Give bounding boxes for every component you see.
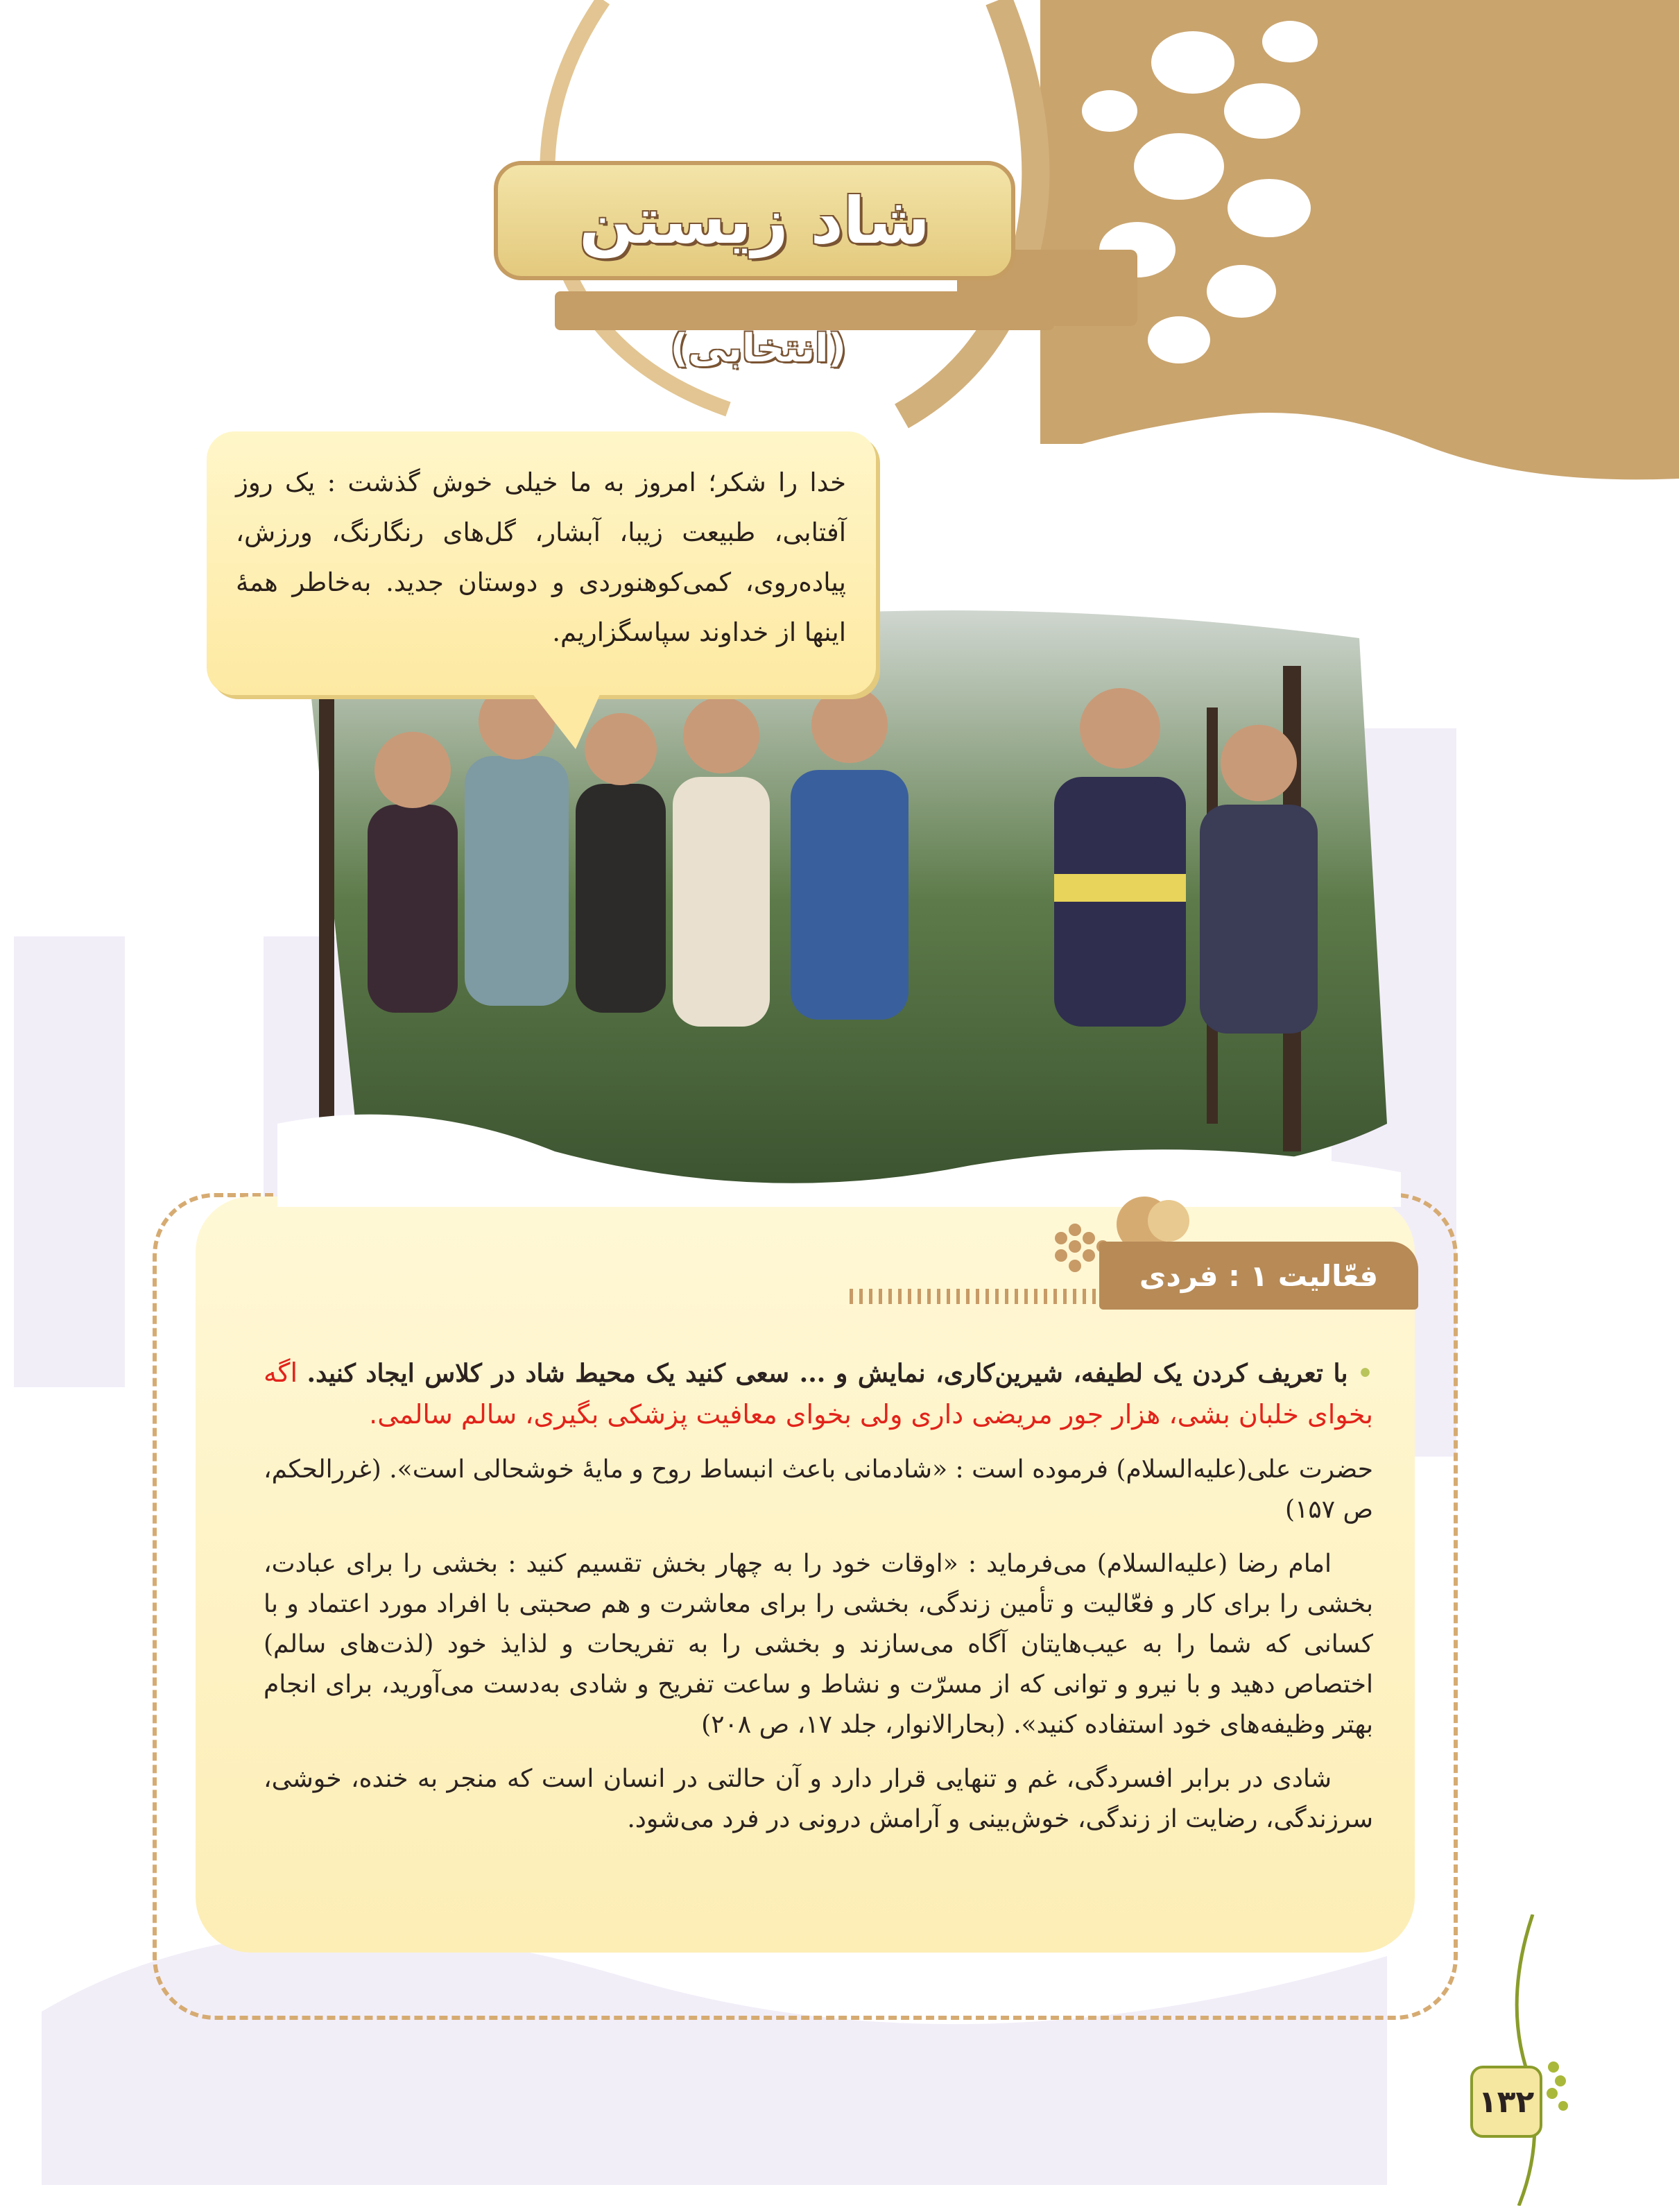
title-underbar xyxy=(555,291,1054,330)
bullet-icon: • xyxy=(1357,1359,1373,1388)
activity-badge xyxy=(1099,1242,1418,1310)
speech-bubble-tail xyxy=(527,687,603,749)
speech-bubble-text: خدا را شکر؛ امروز به ما خیلی خوش گذشت : یک روز آفتابی، طبیعت زیبا، آبشار، گل‌های رنگارنگ، ورزش، پیاده‌روی، کمی‌کوهنوردی و دوستان جدید. به‌خاطر همهٔ اینها از خداوند سپاسگزاریم. xyxy=(236,468,846,647)
page-number: ۱۳۲ xyxy=(1470,2066,1542,2138)
definition-paragraph: شادی در برابر افسردگی، غم و تنهایی قرار دارد و آن حالتی در انسان است که منجر به خنده، خوشی، سرزندگی، رضایت از زندگی، خوش‌بینی و آرامش درونی در فرد می‌شود. xyxy=(264,1765,1373,1833)
vine-decoration xyxy=(1491,1914,1574,2206)
lesson-subtitle: (انتخابی) xyxy=(670,326,846,371)
lesson-title: شاد زیستن xyxy=(579,183,930,258)
quote-ali: حضرت علی(علیه‌السلام) فرموده است : «شادمانی باعث انبساط روح و مایهٔ خوشحالی است». (غررالحکم، ص ۱۵۷) xyxy=(264,1455,1373,1524)
activity-bullet xyxy=(264,1353,1373,1436)
activity-body xyxy=(264,1353,1373,1853)
badge-stripes xyxy=(850,1289,1106,1304)
joke-text: اگه بخوای خلبان بشی، هزار جور مریضی داری ولی بخوای معافیت پزشکی بگیری، سالم سالمی. xyxy=(264,1357,1373,1430)
lesson-title-box xyxy=(494,161,1015,280)
activity-instruction: با تعریف کردن یک لطیفه، شیرین‌کاری، نمایش و ... سعی کنید یک محیط شاد در کلاس ایجاد کنید. xyxy=(307,1359,1348,1388)
activity-badge-label: فعّالیت ۱ : فردی xyxy=(1139,1258,1379,1293)
quote-reza: امام رضا (علیه‌السلام) می‌فرماید : «اوقات خود را به چهار بخش تقسیم کنید : بخشی را برای عبادت، بخشی را برای کار و فعّالیت و تأمین زندگی، بخشی را برای معاشرت و هم صحبتی با افراد مورد اعتماد و با کسانی که شما را به عیب‌هایتان آگاه می‌سازند و بخشی را به تفریحات و لذایذ خود (لذت‌های سالم) اختصاص دهید و با نیرو و توانی که از مسرّت و نشاط و ساعت تفریح و شادی به‌دست می‌آورید، برای انجام بهتر وظیفه‌های خود استفاده کنید». (بحارالانوار، جلد ۱۷، ص ۲۰۸) xyxy=(264,1550,1373,1739)
